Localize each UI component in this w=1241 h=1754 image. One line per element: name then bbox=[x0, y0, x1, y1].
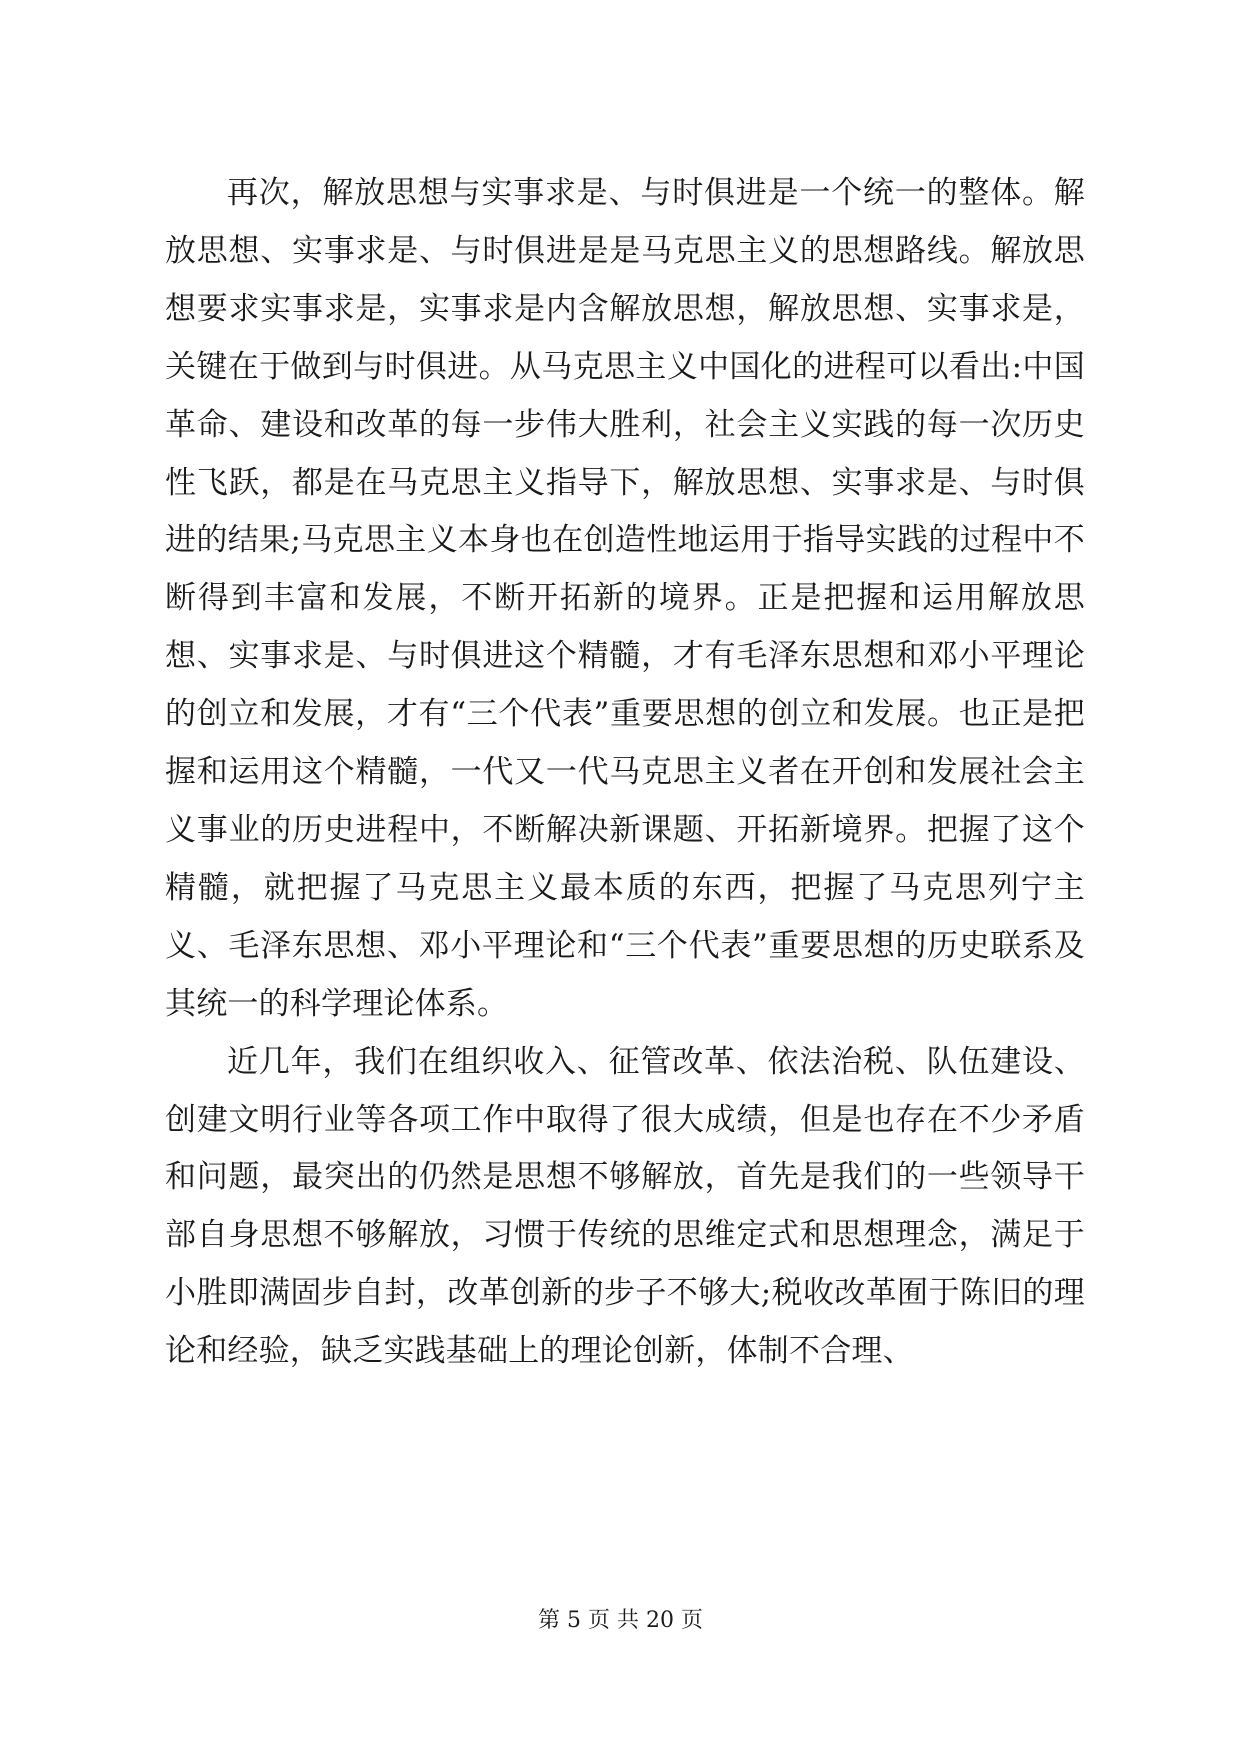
document-body bbox=[165, 165, 1085, 1381]
paragraph-2: 近几年，我们在组织收入、征管改革、依法治税、队伍建设、创建文明行业等各项工作中取得了很大成绩，但是也存在不少矛盾和问题，最突出的仍然是思想不够解放，首先是我们的一些领导干部自身思想不够解放，习惯于传统的思维定式和思想理念，满足于小胜即满固步自封，改革创新的步子不够大;税收改革囿于陈旧的理论和经验，缺乏实践基础上的理论创新，体制不合理、 bbox=[165, 1043, 1085, 1370]
page-number-footer: 第 5 页 共 20 页 bbox=[538, 1608, 703, 1633]
paragraph-1: 再次，解放思想与实事求是、与时俱进是一个统一的整体。解放思想、实事求是、与时俱进是是马克思主义的思想路线。解放思想要求实事求是，实事求是内含解放思想，解放思想、实事求是，关键在于做到与时俱进。从马克思主义中国化的进程可以看出:中国革命、建设和改革的每一步伟大胜利，社会主义实践的每一次历史性飞跃，都是在马克思主义指导下，解放思想、实事求是、与时俱进的结果;马克思主义本身也在创造性地运用于指导实践的过程中不断得到丰富和发展，不断开拓新的境界。正是把握和运用解放思想、实事求是、与时俱进这个精髓，才有毛泽东思想和邓小平理论的创立和发展，才有“三个代表”重要思想的创立和发展。也正是把握和运用这个精髓，一代又一代马克思主义者在开创和发展社会主义事业的历史进程中，不断解决新课题、开拓新境界。把握了这个精髓，就把握了马克思主义最本质的东西，把握了马克思列宁主义、毛泽东思想、邓小平理论和“三个代表”重要思想的历史联系及其统一的科学理论体系。 bbox=[165, 175, 1085, 1022]
